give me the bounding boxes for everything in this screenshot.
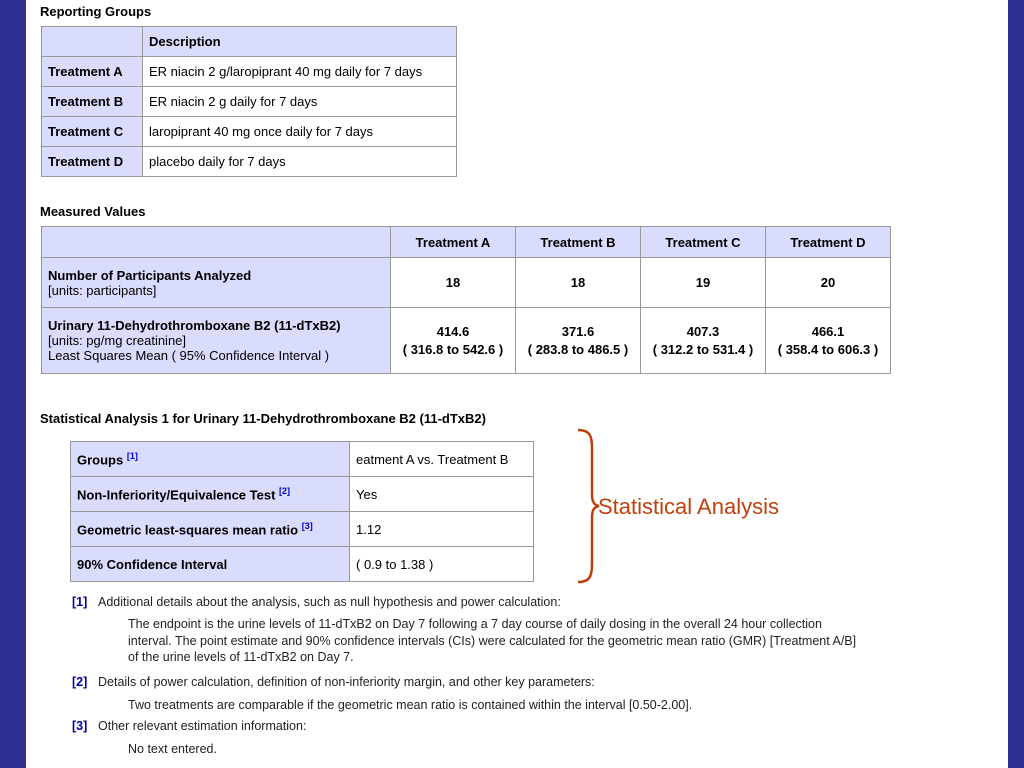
reporting-groups-title: Reporting Groups xyxy=(40,4,152,19)
stat-label-cell xyxy=(71,442,350,477)
participants-label: Number of Participants Analyzed xyxy=(48,267,252,283)
urinary-value-cell xyxy=(391,308,516,374)
urinary-mean: 414.6 xyxy=(436,323,470,339)
group-label: Treatment A xyxy=(42,57,143,87)
table-header-row xyxy=(42,27,457,57)
table-row xyxy=(71,547,534,582)
footnote-ref-link[interactable]: [3] xyxy=(301,520,313,531)
stat-value: 1.12 xyxy=(350,512,534,547)
footnote-line: interval. The point estimate and 90% confidence intervals (CIs) were calculated for the geometric mean ratio (GMR) [Treatment A/B] xyxy=(128,633,857,648)
statistical-analysis-annotation: Statistical Analysis xyxy=(598,494,779,519)
curly-brace-icon xyxy=(576,428,600,584)
reporting-groups-table xyxy=(41,26,457,177)
footnote-line: Two treatments are comparable if the geometric mean ratio is contained within the interval [0.50-2.00]. xyxy=(128,698,693,712)
table-row xyxy=(71,477,534,512)
header-empty-cell xyxy=(42,227,391,258)
description-header: Description xyxy=(143,27,457,57)
footnote-line: of the urine levels of 11-dTxB2 on Day 7. xyxy=(128,650,354,664)
table-row xyxy=(42,87,457,117)
stat-label: 90% Confidence Interval xyxy=(77,556,228,572)
stat-value: Yes xyxy=(350,477,534,512)
table-row xyxy=(71,512,534,547)
group-label: Treatment C xyxy=(42,117,143,147)
document-page xyxy=(26,0,1008,768)
measured-values-title: Measured Values xyxy=(40,204,146,219)
urinary-label: Urinary 11-Dehydrothromboxane B2 (11-dTxB2) xyxy=(48,318,341,333)
statistical-analysis-title: Statistical Analysis 1 for Urinary 11-Dehydrothromboxane B2 (11-dTxB2) xyxy=(40,411,486,426)
footnote-2-ref: [2] xyxy=(72,675,88,689)
footnote-line: No text entered. xyxy=(128,742,217,756)
participants-units: [units: participants] xyxy=(48,282,157,298)
table-row xyxy=(42,147,457,177)
urinary-mean: 371.6 xyxy=(561,323,595,339)
urinary-stat: Least Squares Mean ( 95% Confidence Interval ) xyxy=(48,348,330,363)
footnote-2-heading xyxy=(72,675,595,689)
group-description: ER niacin 2 g daily for 7 days xyxy=(143,87,457,117)
table-row xyxy=(42,258,891,308)
urinary-mean: 407.3 xyxy=(686,323,720,339)
participants-label-cell xyxy=(42,258,391,308)
footnote-2-body xyxy=(128,697,692,714)
participants-value: 18 xyxy=(516,258,641,308)
footnote-3-body xyxy=(128,741,217,758)
footnote-1-body xyxy=(128,616,856,666)
column-header: Treatment A xyxy=(391,227,516,258)
footnote-line: The endpoint is the urine levels of 11-dTxB2 on Day 7 following a 7 day course of daily dosing in the overall 24 hour collection xyxy=(128,617,822,631)
group-description: laropiprant 40 mg once daily for 7 days xyxy=(143,117,457,147)
urinary-ci: ( 316.8 to 542.6 ) xyxy=(402,341,504,357)
urinary-value-cell xyxy=(766,308,891,374)
table-row xyxy=(71,442,534,477)
footnote-2-head: Details of power calculation, definition of non-inferiority margin, and other key parameters: xyxy=(98,675,595,689)
stat-label-cell xyxy=(71,477,350,512)
table-row xyxy=(42,308,891,374)
statistical-analysis-table xyxy=(70,441,534,582)
group-label: Treatment D xyxy=(42,147,143,177)
participants-value: 19 xyxy=(641,258,766,308)
stat-value: eatment A vs. Treatment B xyxy=(350,442,534,477)
column-header: Treatment C xyxy=(641,227,766,258)
stat-label: Geometric least-squares mean ratio xyxy=(77,522,299,538)
participants-value: 18 xyxy=(391,258,516,308)
stat-value: ( 0.9 to 1.38 ) xyxy=(350,547,534,582)
urinary-label-cell xyxy=(42,308,391,374)
footnote-ref-link[interactable]: [1] xyxy=(126,450,138,461)
footnote-1-heading xyxy=(72,595,561,609)
table-row xyxy=(42,117,457,147)
footnote-1-ref: [1] xyxy=(72,595,88,609)
urinary-value-cell xyxy=(641,308,766,374)
group-description: ER niacin 2 g/laropiprant 40 mg daily for 7 days xyxy=(143,57,457,87)
column-header: Treatment B xyxy=(516,227,641,258)
urinary-ci: ( 358.4 to 606.3 ) xyxy=(777,341,879,357)
urinary-mean: 466.1 xyxy=(811,323,845,339)
footnote-3-heading xyxy=(72,719,306,733)
table-header-row xyxy=(42,227,891,258)
measured-values-table xyxy=(41,226,891,374)
table-row xyxy=(42,57,457,87)
stat-label-cell xyxy=(71,547,350,582)
urinary-ci: ( 283.8 to 486.5 ) xyxy=(527,341,629,357)
stat-label: Groups xyxy=(77,452,124,468)
footnote-1-head: Additional details about the analysis, such as null hypothesis and power calculation: xyxy=(98,595,561,609)
stat-label-cell xyxy=(71,512,350,547)
urinary-ci: ( 312.2 to 531.4 ) xyxy=(652,341,754,357)
group-description: placebo daily for 7 days xyxy=(143,147,457,177)
stat-label: Non-Inferiority/Equivalence Test xyxy=(77,487,276,503)
urinary-value-cell xyxy=(516,308,641,374)
footnote-3-ref: [3] xyxy=(72,719,88,733)
column-header: Treatment D xyxy=(766,227,891,258)
urinary-units: [units: pg/mg creatinine] xyxy=(48,333,187,348)
participants-value: 20 xyxy=(766,258,891,308)
footnote-ref-link[interactable]: [2] xyxy=(279,485,291,496)
footnote-3-head: Other relevant estimation information: xyxy=(98,719,307,733)
header-empty-cell xyxy=(42,27,143,57)
group-label: Treatment B xyxy=(42,87,143,117)
